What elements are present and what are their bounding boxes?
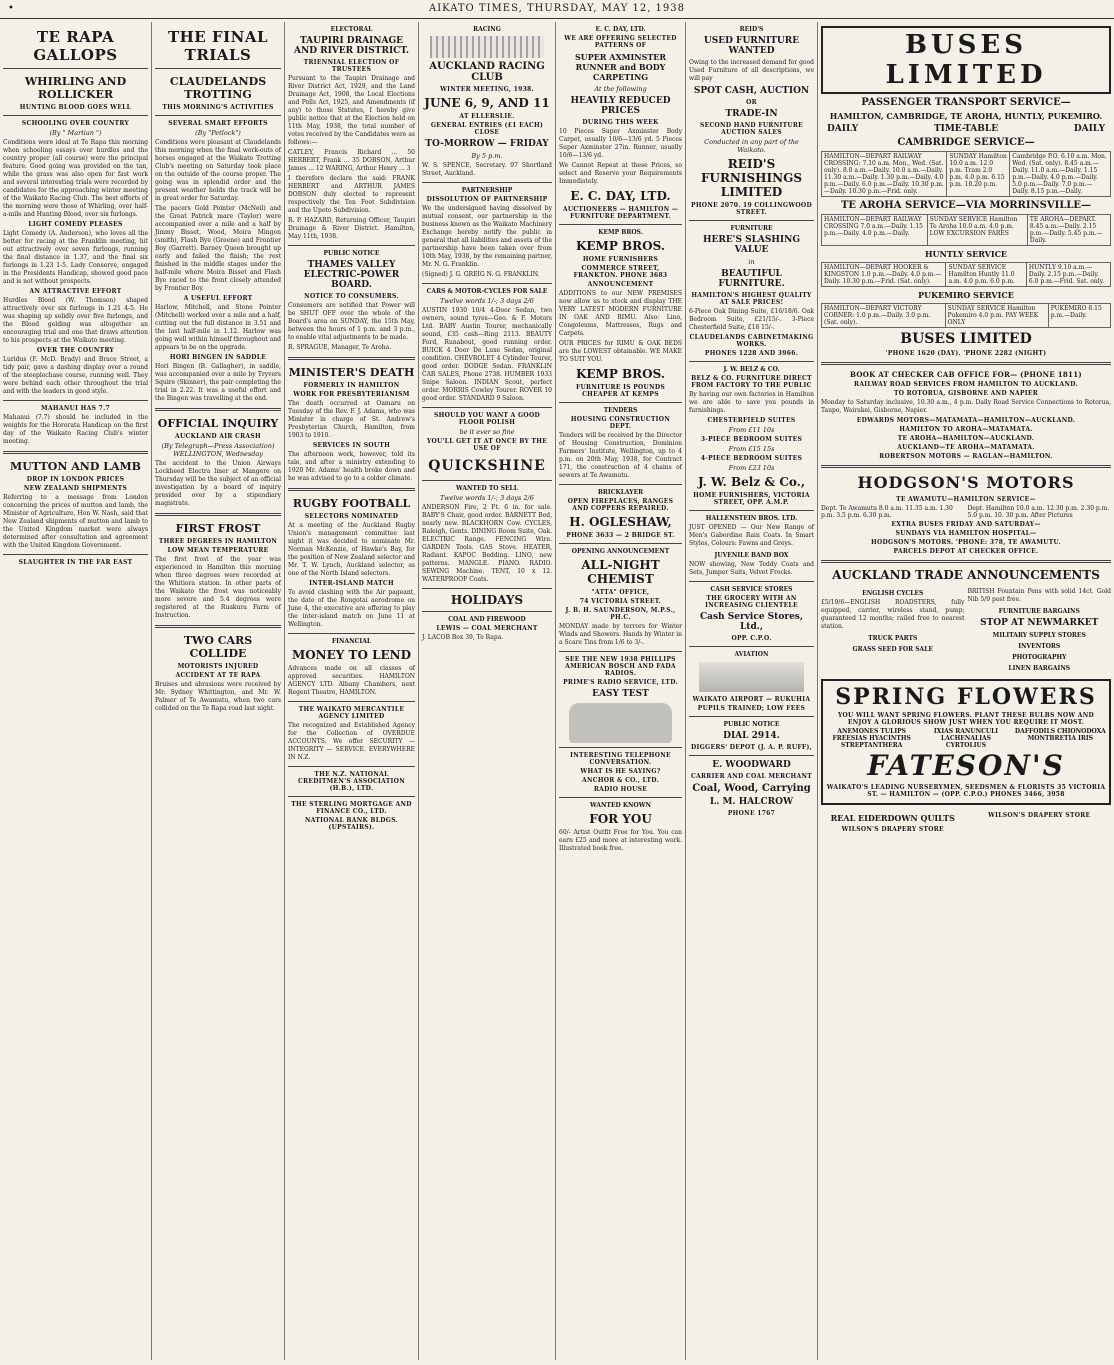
ad-line: OR xyxy=(746,99,757,106)
service-heading: HUNTLY SERVICE xyxy=(924,249,1008,259)
hodgsons-motors-title: HODGSON'S MOTORS xyxy=(857,473,1075,492)
timetable-cell: HAMILTON—DEPART RAILWAY CROSSING 7.0 a.m.—Daily. 1.15 p.m.—Daily. 4.0 p.m.—Daily. xyxy=(822,215,928,246)
section-label: FINANCIAL xyxy=(331,638,372,645)
ad-line: HAMILTON'S HIGHEST QUALITY AT SALE PRICES! xyxy=(691,292,812,306)
ad-line: TO ROTORUA, GISBORNE AND NAPIER xyxy=(893,390,1039,397)
ad-line: HOME FURNISHERS xyxy=(582,256,659,263)
ad-brand: H. OGLESHAW, xyxy=(569,515,672,529)
ad-line: DURING THIS WEEK xyxy=(582,119,659,126)
ad-title: SPRING FLOWERS xyxy=(835,684,1097,710)
timetable-cell: SUNDAY Hamilton 10.0 a.m. 12.0 p.m. Tram 2.0 p.m. 4.0 p.m. 6.15 p.m. 10.20 p.m. xyxy=(947,152,1010,197)
article-body: Mahanui (7.7) should be included in the weights for the Hororata Handicap on the first day of the Waikato Racing Club's winter meeting. xyxy=(3,414,148,445)
ad-title: HOLIDAYS xyxy=(450,593,524,607)
deck: SCHOOLING OVER COUNTRY xyxy=(21,120,130,127)
ad-title: LEWIS — COAL MERCHANT xyxy=(436,625,538,632)
ad-dates: JUNE 6, 9, AND 11 xyxy=(424,96,550,110)
article-body: The first frost of the year was experienced in Hamilton this morning when three degrees were recorded at the Whitiora station. In other parts of the Waikato the frost was noticeably more severe and 5.4 degrees were registered at the Ruakura Farm of Instruction. xyxy=(155,556,281,619)
ad-line: WINTER MEETING, 1938. xyxy=(440,86,534,93)
section-label: BRICKLAYER xyxy=(597,489,644,496)
deck: THIS MORNING'S ACTIVITIES xyxy=(162,104,274,111)
headline: OFFICIAL INQUIRY xyxy=(157,417,279,430)
deck: ACCIDENT AT TE RAPA xyxy=(175,672,261,679)
notice-title: THAMES VALLEY ELECTRIC-POWER BOARD. xyxy=(303,260,400,290)
rate-line: Twelve words 1/-; 3 days 2/6 xyxy=(440,297,534,305)
buses-limited-title: BUSES LIMITED xyxy=(821,26,1111,94)
ad-line: WE ARE OFFERING SELECTED PATTERNS OF xyxy=(564,35,677,49)
ad-title: THE N.Z. NATIONAL CREDITMEN'S ASSOCIATION (H.B.), LTD. xyxy=(298,771,405,792)
deck: MOTORISTS INJURED xyxy=(177,663,259,670)
deck: SEVERAL SMART EFFORTS xyxy=(168,120,268,127)
ad-line: in xyxy=(748,258,755,266)
car-illustration xyxy=(569,703,672,743)
article-body: The accident to the Union Airways Lockheed Electra liner at Mangere on Thursday will be the subject of an official investigation by a board of inquiry presided over by a stipendiary magistrate. xyxy=(155,460,281,507)
crosshead: HORI BINGEN IN SADDLE xyxy=(169,354,267,361)
ad-line: THE GROCERY WITH AN INCREASING CLIENTELE xyxy=(705,595,798,609)
ad-line: HOME FURNISHERS, VICTORIA STREET, OPP. A.M.P. xyxy=(693,492,810,506)
ad-line: EDWARDS MOTORS—MATAMATA—HAMILTON—AUCKLAND. xyxy=(856,417,1076,424)
ad-line: At the following xyxy=(594,85,647,93)
deck: LOW MEAN TEMPERATURE xyxy=(167,547,269,554)
ad-title: TRADE-IN xyxy=(725,109,778,119)
ad-brand: KEMP BROS. xyxy=(575,367,666,381)
page-marker: • xyxy=(8,3,15,14)
timetable-cell: Dept. Te Awamutu 8.0 a.m. 11.35 a.m. 1.30 p.m. 3.5 p.m. 6.30 p.m. xyxy=(821,505,953,519)
section-label: PUBLIC NOTICE xyxy=(723,721,780,728)
ad-line: WAIKATO AIRPORT — RUKUHIA xyxy=(692,696,811,703)
section-label: HALLENSTEIN BROS. LTD. xyxy=(705,515,798,522)
ad-line: PASSENGER TRANSPORT SERVICE— xyxy=(861,97,1071,108)
column-1 xyxy=(0,22,152,1360)
timetable-te-aroha xyxy=(821,214,1111,246)
ad-line: ANCHOR & CO., LTD. xyxy=(582,777,659,784)
timetable-cell: Cambridge P.O. 6.10 a.m. Mon. Wed. (Sat. only). 8.45 a.m.—Daily. 11.0 a.m.—Daily. 1.15 p.m.—Daily. 4.0 p.m.—Daily. 5.0 p.m.—Daily. 7.0 p.m.—Daily. 8.15 p.m.—Daily. xyxy=(1010,152,1111,197)
section-label: PHOTOGRAPHY xyxy=(1012,654,1067,661)
ad-line: TO-MORROW — FRIDAY xyxy=(425,139,549,149)
ad-line: WAIKATO'S LEADING NURSERYMEN, SEEDSMEN & FLORISTS 35 VICTORIA ST. — HAMILTON — (OPP. C.P.O.) PHONES 3466, 3958 xyxy=(826,784,1106,798)
auckland-trade-title: AUCKLAND TRADE ANNOUNCEMENTS xyxy=(832,568,1100,582)
bulb-names: IXIAS RANUNCULI LACHENALIAS CYRTOLIUS xyxy=(933,728,999,749)
deck: NEW ZEALAND SHIPMENTS xyxy=(23,485,128,492)
timetable-cell: Dept. Hamilton 10.0 a.m. 12.30 p.m. 2.30 p.m. 5.0 p.m. 10. 30 p.m. After Pictures xyxy=(967,505,1110,519)
crosshead: LIGHT COMEDY PLEASES xyxy=(28,221,123,228)
daily-label: DAILY xyxy=(1073,124,1105,134)
notice-body: Pursuant to the Taupiri Drainage and River District Act, 1929, and the Land Drainage Act, 1908, the Local Elections and Polls Act, 1925, and Amendments (if any) to those Statutes, I hereby give public notice that at the Election held on 11th May, 1938, the total number of votes received by the Candidates were as follows:— xyxy=(288,75,415,146)
ad-brand: REID'S FURNISHINGS LIMITED xyxy=(700,157,803,199)
ad-line: By 5 p.m. xyxy=(471,152,503,160)
section-label: JUVENILE BAND BOX xyxy=(714,552,789,559)
ad-title: NATIONAL BANK BLDGS. (UPSTAIRS). xyxy=(304,817,399,831)
ad-line: WILSON'S DRAPERY STORE xyxy=(988,812,1091,819)
ad-line: COMMERCE STREET, FRANKTON. PHONE 3683 xyxy=(573,265,668,279)
ad-brand: J. W. Belz & Co., xyxy=(697,475,806,489)
ad-line: From £23 10s xyxy=(728,464,775,472)
ad-line: PHONES 1228 AND 3966. xyxy=(704,350,799,357)
ad-line: YOU WILL WANT SPRING FLOWERS. PLANT THESE BULBS NOW AND ENJOY A GLORIOUS SHOW JUST WHEN YOU REQUIRE IT MOST. xyxy=(837,712,1095,726)
notice-subtitle: NOTICE TO CONSUMERS. xyxy=(304,293,399,300)
notice-signature: R. SPRAGUE, Manager, Te Aroha. xyxy=(288,344,392,351)
column-7 xyxy=(818,22,1114,1360)
bulb-names: ANEMONES TULIPS FREESIAS HYACINTHS STREPTANTHERA xyxy=(832,728,911,749)
ad-line: AT ELLERSLIE. xyxy=(459,113,515,120)
section-label: CASH SERVICE STORES xyxy=(710,586,793,593)
ad-line: TE AWAMUTU—HAMILTON SERVICE— xyxy=(896,496,1036,503)
bulb-list xyxy=(826,728,1106,749)
ad-line: 3-PIECE BEDROOM SUITES xyxy=(700,436,803,443)
column-2 xyxy=(152,22,285,1360)
ad-title: REAL EIDERDOWN QUILTS xyxy=(830,813,955,823)
deck: AUCKLAND AIR CRASH xyxy=(175,433,261,440)
timetable-huntly xyxy=(821,262,1111,287)
ad-body: MONDAY made by terrors for Winter Winds and Showers. Hands by Winter in a Scare Tins from 1/6 to 3/-. xyxy=(559,623,682,646)
deck: SELECTORS NOMINATED xyxy=(304,513,399,520)
headline: RUGBY FOOTBALL xyxy=(292,497,411,510)
headline: MINISTER'S DEATH xyxy=(288,366,415,379)
timetable-cell: HAMILTON—DEPART HOOKER & KINGSTON 1.0 p.m.—Daily. 4.0 p.m.—Daily. 10.30 p.m.—Frid. (Sat. only). xyxy=(822,263,946,287)
section-label: TRUCK PARTS xyxy=(868,635,918,642)
ad-body: £5/19/6—ENGLISH ROADSTERS, fully equipped, carrier, wireless stand, pump; guaranteed 12 months; railed free to nearest station. xyxy=(821,599,965,630)
article-body: Referring to a message from London concerning the prices of mutton and lamb, the Minister of Agriculture, Hon W. Nash, said that New Zealand shipments of mutton and lamb to the United Kingdom market were always determined after consultation and agreement with the United Kingdom Government. xyxy=(3,494,148,549)
section-label: LINEN BARGAINS xyxy=(1008,665,1071,672)
ad-line: CLAUDELANDS CABINETMAKING WORKS. xyxy=(689,334,814,348)
ad-line: J. B. H. SAUNDERSON, M.P.S., PH.C. xyxy=(565,607,676,621)
byline: (By " Martian ") xyxy=(49,129,102,137)
subhead: CLAUDELANDS TROTTING xyxy=(169,75,267,101)
ad-title: AUCKLAND RACING CLUB xyxy=(429,61,545,83)
crosshead: MAHANUI HAS 7.7 xyxy=(41,405,110,412)
timetable-cell: TE AROHA—DEPART. 8.45 a.m.—Daily. 2.15 p.m.—Daily. 5.45 p.m.—Daily. xyxy=(1027,215,1110,246)
ad-brand: KEMP BROS. xyxy=(575,239,666,253)
ad-line: 4-PIECE BEDROOM SUITES xyxy=(700,455,803,462)
ad-line: SHOULD YOU WANT A GOOD FLOOR POLISH xyxy=(434,412,540,426)
ad-body: NOW showing, New Teddy Coats and Sets, Jumper Suits, Velvet Frocks. xyxy=(689,561,814,576)
ad-line: BOOK AT CHECKER CAB OFFICE FOR— (PHONE 1811) xyxy=(849,370,1082,379)
ad-line: "ATTA" OFFICE, xyxy=(591,589,650,596)
deck: THREE DEGREES IN HAMILTON xyxy=(158,538,278,545)
section-label: AVIATION xyxy=(734,651,769,658)
ad-line: GENERAL ENTRIES (£1 EACH) CLOSE xyxy=(430,122,544,136)
ad-line: CARRIER AND COAL MERCHANT xyxy=(690,773,812,780)
crosshead: SERVICES IN SOUTH xyxy=(312,442,391,449)
section-label: J. W. BELZ & CO. xyxy=(723,366,780,373)
notice-body: Consumers are notified that Power will be SHUT OFF over the whole of the Board's area on SUNDAY, the 15th May, between the hours of 1 p.m. and 3 p.m., to enable vital adjustments to be made. xyxy=(288,302,415,341)
section-label: OPENING ANNOUNCEMENT xyxy=(571,548,670,555)
bottom-ads xyxy=(821,810,1111,835)
headline: TWO CARS COLLIDE xyxy=(183,634,253,660)
section-label: INVENTORS xyxy=(1018,643,1061,650)
headline: FIRST FROST xyxy=(175,522,261,535)
notice-signature: R. P. HAZARD, Returning Officer, Taupiri Drainage & River District. Hamilton, May 11th, 1938. xyxy=(288,217,415,240)
classifieds: AUSTIN 1930 10/4 4-Door Sedan, two owners, sound tyres—Geo. & F. Motors Ltd. BABY Austin Tourer, mechanically sound, £35 cash—Ring 2113. BEAUTY Ford, Runabout, good running order. BUICK 4 Door De Luxe Sedan, original condition. CHEVROLET 4 Cylinder Tourer, good order. DODGE Sedan. FRANKLIN CAR SALES, Phone 2738. HUMBER 1933 Snipe Saloon. INDIAN Scout, perfect order. MORRIS Cowley Tourer. ROVER 10 good order. STANDARD 9 Saloon. xyxy=(422,307,552,402)
ad-title: HEAVILY REDUCED PRICES xyxy=(570,96,671,116)
article-body: The afternoon work, however, told its tale, and after a ministry extending to 1920 Mr. Adams' health broke down and he was advised to go to a colder climate. xyxy=(288,451,415,482)
ad-line: RAILWAY ROAD SERVICES FROM HAMILTON TO AUCKLAND. xyxy=(854,381,1078,388)
ad-line: TE AROHA—HAMILTON—AUCKLAND. xyxy=(897,435,1035,442)
ad-line: PARCELS DEPOT AT CHECKER OFFICE. xyxy=(893,548,1039,555)
ad-body: Owing to the increased demand for good Used Furniture of all descriptions, we will pay xyxy=(689,59,814,82)
ad-line: PUPILS TRAINED; LOW FEES xyxy=(697,705,806,712)
section-label: COAL AND FIREWOOD xyxy=(448,616,526,623)
ad-line: ROBERTSON MOTORS — RAGLAN—HAMILTON. xyxy=(879,453,1053,460)
ad-line: PHONE 1767 xyxy=(727,810,776,817)
service-heading: TE AROHA SERVICE—VIA MORRINSVILLE— xyxy=(840,200,1092,211)
ad-brand: E. C. DAY, LTD. xyxy=(570,189,671,203)
ad-line: 74 VICTORIA STREET. xyxy=(579,598,662,605)
notice-signature: (Signed) J. G. GREIG N. G. FRANKLIN. xyxy=(422,271,540,278)
service-heading: CAMBRIDGE SERVICE— xyxy=(897,137,1035,148)
article-body: To avoid clashing with the Air pageant, the date of the Rongotai aerodrome on June 4, the executive are offering to play the inter-island match on June 11 at Wellington. xyxy=(288,589,415,628)
section-label: RACING xyxy=(473,26,501,33)
article-body: The pacers Gold Pointer (McNeil) and the Great Patrick mare (Taylor) were accompanied over a mile and a half by Jimmy Bisset, Wood, Moira Mingon (smith), Flash Bye (Greene) and Frontier Boy (Garrett). Barney Queen brought up early and failed the finish; the rest finished in the middle stages under the half-mile where Moira Bisset and Flash Bye raced to the front closely attended by Frontier Boy. xyxy=(155,205,281,292)
ad-line: AUCKLAND—TE AROHA—MATAMATA. xyxy=(897,444,1035,451)
section-label: E. C. DAY, LTD. xyxy=(595,26,646,33)
section-label: KEMP BROS. xyxy=(598,229,643,236)
column-4 xyxy=(419,22,556,1360)
hodgson-times xyxy=(821,505,1111,519)
timetable-cell: PUKEMIRO 8.15 p.m.—Daily. xyxy=(1048,304,1110,328)
ad-brand: ALL-NIGHT CHEMIST xyxy=(581,558,660,586)
service-heading: PUKEMIRO SERVICE xyxy=(918,290,1014,300)
ad-line: SECOND HAND FURNITURE AUCTION SALES xyxy=(699,122,804,136)
article-body: Conditions were ideal at Te Rapa this morning when schooling essays over hurdles and the country proper (all course) were the principal feature. Good going was provided on the tan, while the grass was also open for fast work and several interesting trials were recorded by candidates for the approaching winter meeting of the Waikato Racing Club. The best efforts of the morning were those of Whirling, over half-a-mile and Hunting Blood, over six furlongs. xyxy=(3,139,148,218)
trade-announcements xyxy=(821,586,1111,674)
ad-line: From £15 15s xyxy=(728,445,775,453)
section-label: WANTED KNOWN xyxy=(590,802,651,809)
ad-line: PHONE 3633 — 2 BRIDGE ST. xyxy=(566,532,675,539)
crosshead: OVER THE COUNTRY xyxy=(36,347,115,354)
ad-title: FOR YOU xyxy=(589,812,652,826)
ad-title: Coal, Wood, Carrying xyxy=(692,783,811,794)
article-body: The death occurred at Oamaru on Tuesday of the Rev. F. J. Adams, who was Minister in charge of St. Andrew's Presbyterian Church, Hamilton, from 1903 to 1910. xyxy=(288,400,415,439)
timetable-cell: SUNDAY SERVICE Hamilton Te Aroha 10.0 a.m. 4.0 p.m. LOW EXCURSION FARES xyxy=(927,215,1027,246)
section-label: PARTNERSHIP xyxy=(461,187,513,194)
ad-line: BELZ & CO. FURNITURE DIRECT FROM FACTORY TO THE PUBLIC xyxy=(691,375,812,389)
ad-body: OUR PRICES for RIMU & OAK BEDS are the LOWEST obtainable. WE MAKE TO SUIT YOU. xyxy=(559,340,682,363)
deck: DROP IN LONDON PRICES xyxy=(26,476,125,483)
ad-line: RADIO HOUSE xyxy=(593,786,648,793)
crosshead: SLAUGHTER IN THE FAR EAST xyxy=(18,559,133,566)
notice-body: Tenders will be received by the Director of Housing Construction, Dominion Farmers' Institute, Wellington, up to 4 p.m. on 20th May, 1938, for Contract 171, the construction of 4 chains of sewers at Te Awamutu. xyxy=(559,432,682,479)
ad-line: be it ever so fine xyxy=(459,428,515,436)
ad-title: SUPER AXMINSTER RUNNER and BODY CARPETING xyxy=(574,52,667,82)
timetable-cell: HUNTLY 9.10 a.m.—Daily. 2.15 p.m.—Daily. 6.0 p.m.—Frid. Sat. only. xyxy=(1026,263,1110,287)
ad-line: CHESTERFIELD SUITES xyxy=(707,417,796,424)
ad-body: ADDITIONS to our NEW PREMISES now allow us to stock and display THE VERY LATEST MODERN FURNITURE IN OAK AND RIMU. Also: Lino, Congoleums, Mattresses, Rugs and Carpets. xyxy=(559,290,682,337)
section-label: FURNITURE xyxy=(730,225,773,232)
ad-line: PRIME'S RADIO SERVICE, LTD. xyxy=(563,679,678,686)
timetable-cell: HAMILTON—DEPART RAILWAY CROSSING: 7.10 a.m. Mon., Wed. (Sat. only). 8.0 a.m.—Daily. 10.0 a.m.—Daily. 11.30 a.m.—Daily. 1.30 p.m.—Daily. 4.0 p.m.—Daily. 6.0 p.m.—Daily. 10.30 p.m.—Daily. 10.30 p.m.—Frid. only. xyxy=(822,152,947,197)
ad-body: JUST OPENED — Our New Range of Men's Gaberdine Rain Coats. In Smart Styles, Colours: Fawns and Greys. xyxy=(689,524,814,547)
section-label: PUBLIC NOTICE xyxy=(323,250,380,257)
ad-line: WHAT IS HE SAYING? xyxy=(580,768,661,775)
ad-body: J. LACOB Box 39, Te Rapa. xyxy=(422,634,504,641)
timetable-label: TIME-TABLE xyxy=(933,124,999,134)
article-body: Harlow, Mitchell, and Stone Pointer (Mitchell) worked over a mile and a half, cutting out the full distance in 3.51 and the last half-mile in 1.12. Harlow was going well within himself throughout and appears to be on the upgrade. xyxy=(155,304,281,351)
ad-line: Conducted in any part of the Waikato. xyxy=(704,138,799,154)
ad-title: SPOT CASH, AUCTION xyxy=(693,86,810,96)
ad-line: OPEN FIREPLACES, RANGES AND COPPERS REPAIRED. xyxy=(567,498,674,512)
ad-brand: Cash Service Stores, Ltd., xyxy=(699,612,804,632)
timetable-cambridge xyxy=(821,151,1111,197)
article-body: Conditions were pleasant at Claudelands this morning when the final work-outs of horses engaged at the Waikato Trotting Club's meeting on Saturday took place on the outside of the course proper. The going was in splendid order and the present weather holds the track will be in great order for Saturday. xyxy=(155,139,281,202)
ad-body: 60/- Artist Outfit Free for You. You can earn £25 and more at interesting work. Illustrated book free. xyxy=(559,829,682,852)
ad-line: 'PHONE 1620 (DAY). 'PHONE 2282 (NIGHT) xyxy=(885,350,1047,357)
headline: TE RAPA GALLOPS xyxy=(33,28,118,64)
quickshine-ad: QUICKSHINE xyxy=(428,458,546,474)
column-5 xyxy=(556,22,686,1360)
ad-line: ANNOUNCEMENT xyxy=(587,281,654,288)
ad-line: SUNDAYS VIA HAMILTON HOSPITAL— xyxy=(895,530,1037,537)
ad-line: FURNITURE IS POUNDS CHEAPER AT KEMPS xyxy=(575,384,666,398)
masthead-title: AIKATO TIMES, THURSDAY, MAY 12, 1938 xyxy=(428,3,686,14)
article-body: Bruises and abrasions were received by Mr. Sydney Whittington, and Mr. W. Palmer of Te Awamutu, when two cars collided on the Te Rapa road last night. xyxy=(155,681,281,712)
section-label: ENGLISH CYCLES xyxy=(862,590,924,597)
article-body: At a meeting of the Auckland Rugby Union's management committee last night it was decided to nominate Mr. Norman McKenzie, of Hawke's Bay, for the position of New Zealand selector and Mr. T. W. Lynch, Auckland selector, as one of the North Island selectors. xyxy=(288,522,415,577)
rate-line: Twelve words 1/-; 3 days 2/6 xyxy=(440,494,534,502)
ad-title: EASY TEST xyxy=(592,689,649,699)
section-label: ELECTORAL xyxy=(330,26,373,33)
buses-limited-footer: BUSES LIMITED xyxy=(900,331,1032,347)
ad-body: BRITISH Fountain Pens with solid 14ct. Gold Nib 5/9 post free. xyxy=(967,588,1111,603)
article-body: Luridus (F. McD. Brady) and Brace Street, a tidy pair, gave a dashing display over a round of the steeplechase course, running well. They were behind each other throughout the trial and with the leaders in good style. xyxy=(3,356,148,395)
ad-brand: L. M. HALCROW xyxy=(709,797,794,807)
notice-title: HOUSING CONSTRUCTION DEPT. xyxy=(570,416,671,430)
notice-subtitle: TRIENNIAL ELECTION OF TRUSTEES xyxy=(303,59,400,73)
notice-body: I therefore declare the said: FRANK HERBERT and ARTHUR JAMES DOBSON duly elected to represent respectively the Ten Foot Subdivision and the Upoto Subdivision. xyxy=(288,175,415,214)
timetable-header xyxy=(827,124,1105,134)
deck: FORMERLY IN HAMILTON xyxy=(303,382,400,389)
crosshead: INTER-ISLAND MATCH xyxy=(309,580,394,587)
article-body: Light Comedy (A. Anderson), who loves all the better for racing at the Franklin meeting, hit out attractively over seven furlongs, running the final distance in 1.37, and the final six furlongs in 1.23 1-5. Lady Conserve, engaged in the Presidents Handicap, showed good pace and is not without prospects. xyxy=(3,230,148,285)
section-label: MILITARY SUPPLY STORES xyxy=(992,632,1086,639)
ad-line: HODGSON'S MOTORS. 'PHONE: 378, TE AWAMUTU. xyxy=(871,539,1061,546)
section-label: CARS & MOTOR-CYCLES FOR SALE xyxy=(426,288,548,295)
notice-title: DISSOLUTION OF PARTNERSHIP xyxy=(426,196,548,203)
crosshead: AN ATTRACTIVE EFFORT xyxy=(29,288,122,295)
ad-body: 10 Pieces Super Axminster Body Carpet, usually 10/6—13/6 yd. 5 Pieces Super Axminster 27in. Runner, usually 10/6—13/6 yd. xyxy=(559,128,682,159)
deck: WORK FOR PRESBYTERIANISM xyxy=(293,391,410,398)
ad-body: W. S. SPENCE, Secretary. 97 Shortland Street, Auckland. xyxy=(422,162,552,177)
spring-flowers-ad xyxy=(821,679,1111,805)
section-label: WANTED TO SELL xyxy=(456,485,518,492)
masthead xyxy=(0,0,1114,19)
column-3 xyxy=(285,22,419,1360)
ad-line: PHONE 2070. 19 COLLINGWOOD STREET. xyxy=(691,202,812,216)
notice-body: CATLEY, Francis Richard ... 50 HERBERT, Frank ... 35 DOBSON, Arthur James ... 12 WARING, Arthur Henry ... 3 xyxy=(288,149,415,172)
byline: (By "Petlock") xyxy=(195,129,241,137)
ad-line: SEE THE NEW 1938 PHILLIPS AMERICAN BOSCH AND FADA RADIOS. xyxy=(565,656,676,677)
subhead: WHIRLING AND ROLLICKER xyxy=(24,75,127,101)
deck: HUNTING BLOOD GOES WELL xyxy=(19,104,132,111)
ad-body: Monday to Saturday inclusive, 10.30 a.m., 4 p.m. Daily Road Service Connections to Rotorua, Taupo, Wairakei, Gisborne, Napier. xyxy=(821,399,1111,414)
section-label: TENDERS xyxy=(603,407,638,414)
ad-line: AUCTIONEERS — HAMILTON — FURNITURE DEPARTMENT. xyxy=(562,206,679,220)
ad-line: HAMILTON TO AROHA—MATAMATA. xyxy=(899,426,1033,433)
aeroplane-illustration xyxy=(699,662,804,692)
ad-title: MONEY TO LEND xyxy=(291,648,412,662)
ad-title: DIAL 2914. xyxy=(723,731,780,741)
section-label: FURNITURE BARGAINS xyxy=(998,608,1080,615)
ad-line: OPP. C.P.O. xyxy=(731,635,772,642)
racing-illustration xyxy=(430,36,544,58)
section-label: GRASS SEED FOR SALE xyxy=(852,646,933,653)
section-label: REID'S xyxy=(739,26,764,33)
ad-line: DIGGERS' DEPOT (J. A. P. RUFF), xyxy=(690,744,813,751)
ad-body: We Cannot Repeat at these Prices, so select and Reserve your Requirements Immediately. xyxy=(559,162,682,185)
ad-title: HERE'S SLASHING VALUE xyxy=(702,235,801,255)
ad-body: Advances made on all classes of approved securities. HAMILTON AGENCY LTD. Albany Chambers, next Regent Theatre, HAMILTON. xyxy=(288,665,415,696)
ad-line: YOU'LL GET IT AT ONCE BY THE USE OF xyxy=(426,438,548,452)
ad-title: INTERESTING TELEPHONE CONVERSATION. xyxy=(570,752,671,766)
ad-body: The recognized and Established Agency for the Collection of OVERDUE ACCOUNTS. We offer SECURITY — INTEGRITY — SERVICE. EVERYWHERE IN N.Z. xyxy=(288,722,415,761)
crosshead: A USEFUL EFFORT xyxy=(183,295,253,302)
fatesons-logo: FATESON'S xyxy=(867,749,1065,782)
ad-brand: E. WOODWARD xyxy=(712,760,791,770)
byline: (By Telegraph—Press Association) WELLINGTON, Wednesday xyxy=(161,442,275,458)
daily-label: DAILY xyxy=(827,124,859,134)
ad-body: By having our own factories in Hamilton we are able to save you pounds in furnishings. xyxy=(689,391,814,414)
timetable-cell: HAMILTON—DEPART VICTORY CORNER: 1.0 p.m.—Daily. 3.0 p.m. (Sat. only). xyxy=(822,304,946,328)
column-6 xyxy=(686,22,818,1360)
ad-title: USED FURNITURE WANTED xyxy=(703,36,800,56)
ad-title: THE WAIKATO MERCANTILE AGENCY LIMITED xyxy=(298,706,405,720)
notice-title: TAUPIRI DRAINAGE AND RIVER DISTRICT. xyxy=(293,36,410,56)
ad-title: STOP AT NEWMARKET xyxy=(980,618,1099,628)
ad-line: EXTRA BUSES FRIDAY AND SATURDAY— xyxy=(891,521,1041,528)
classifieds: ANDERSON Fire, 2 Ft. 6 in. for sale. BABY'S Chair, good order. BARNETT Bed, nearly new. BLACKHORN Cow. CYCLES, Raleigh, Gents. DINING Room Suite, Oak. ELECTRIC Range. FENCING Wire. GARDEN Tools. GAS Stove. HEATER, Radiant. KAPOC Bedding. LINO, new patterns. MANGLE. PIANO. RADIO. SEWING Machine. TENT, 10 x 12. WATERPROOF Coats. xyxy=(422,504,552,583)
timetable-pukemiro xyxy=(821,303,1111,328)
ad-title: THE STERLING MORTGAGE AND FINANCE CO., LTD. xyxy=(291,801,412,815)
headline: MUTTON AND LAMB xyxy=(10,460,141,473)
headline: THE FINAL TRIALS xyxy=(167,28,269,64)
notice-body: We the undersigned having dissolved by mutual consent, our partnership in the business known as the Waikato Machinery Exchange hereby notify the public in general that all liabilities and assets of the partnership have been taken over from 10th May, 1938, by the remaining partner, Mr. N. G. Franklin. xyxy=(422,205,552,268)
article-body: Hurdles Blood (W. Thomson) shaped attractively over six furlongs in 1.21 4-5. He was shaping up solidly over five furlongs, and the Blood gelding was altogether an encouraging trial and one that draws attention to his prospects at the Waikato meeting. xyxy=(3,297,148,344)
ad-title: BEAUTIFUL FURNITURE. xyxy=(718,269,785,289)
ad-line: WILSON'S DRAPERY STORE xyxy=(841,826,944,833)
timetable-cell: SUNDAY SERVICE Hamilton Pukemiro 4.0 p.m. PAY WEEK ONLY xyxy=(945,304,1048,328)
ad-line: HAMILTON, CAMBRIDGE, TE AROHA, HUNTLY, PUKEMIRO. xyxy=(829,111,1103,121)
timetable-cell: SUNDAY SERVICE Hamilton Huntly 11.0 a.m. 4.0 p.m. 6.0 p.m. xyxy=(946,263,1026,287)
ad-line: From £11 10s xyxy=(728,426,775,434)
ad-body: 6-Piece Oak Dining Suite, £16/18/6. Oak Bedroom Suite, £21/15/-. 3-Piece Chesterfield Suite, £18 15/-. xyxy=(689,308,814,331)
bulb-names: DAFFODILS CHIONODOXA MONTBRETIA IRIS xyxy=(1014,728,1106,742)
article-body: Hori Bingen (B. Gallagher), in saddle, was accompanied over a mile by Tryvers Squire (Skinner), the pair completing the trial in 2.22. It was a useful effort and the Bingen was travelling at the end. xyxy=(155,363,281,402)
